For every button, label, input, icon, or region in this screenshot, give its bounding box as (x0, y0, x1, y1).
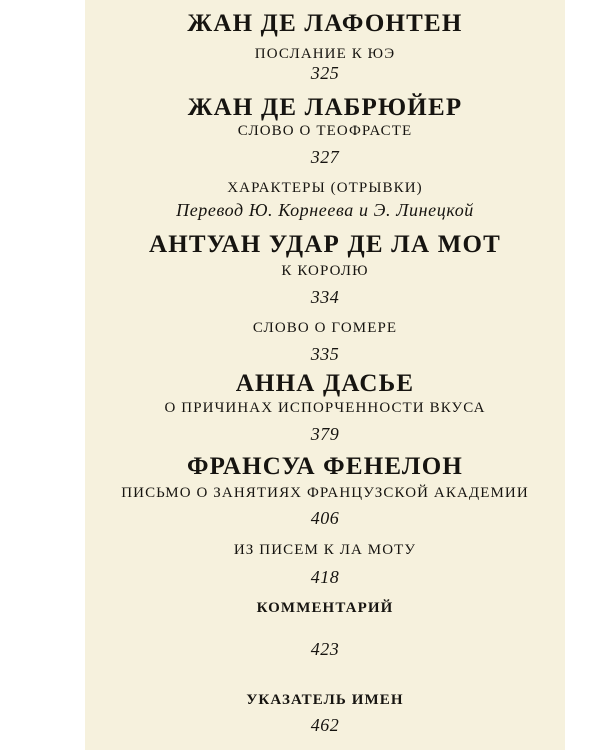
author-heading-dacier: АННА ДАСЬЕ (235, 370, 415, 397)
toc-entry-title: О ПРИЧИНАХ ИСПОРЧЕННОСТИ ВКУСА (164, 400, 486, 416)
toc-entry-page: 418 (310, 567, 340, 587)
toc-entry-page: 406 (310, 508, 340, 528)
toc-entry-title: СЛОВО О ГОМЕРЕ (252, 320, 398, 336)
book-page (85, 0, 565, 750)
toc-entry-title: СЛОВО О ТЕОФРАСТЕ (237, 123, 413, 139)
author-heading-lafontaine: ЖАН ДЕ ЛАФОНТЕН (187, 10, 463, 37)
toc-entry-page: 325 (310, 63, 340, 83)
author-heading-fenelon: ФРАНСУА ФЕНЕЛОН (186, 453, 464, 480)
toc-entry-page: 379 (310, 424, 340, 444)
toc-entry-page: 462 (310, 715, 340, 735)
author-heading-houdar: АНТУАН УДАР ДЕ ЛА МОТ (148, 231, 502, 258)
toc-entry-page: 327 (310, 147, 340, 167)
translator-credit: Перевод Ю. Корнеева и Э. Линецкой (176, 200, 474, 220)
toc-entry-title: ХАРАКТЕРЫ (ОТРЫВКИ) (227, 180, 423, 196)
author-heading-labruyere: ЖАН ДЕ ЛАБРЮЙЕР (187, 94, 463, 121)
toc-entry-title: ИЗ ПИСЕМ К ЛА МОТУ (233, 542, 417, 558)
toc-entry-title: ПОСЛАНИЕ К ЮЭ (254, 46, 396, 62)
toc-entry-page: 423 (310, 639, 340, 659)
toc-entry-name-index: УКАЗАТЕЛЬ ИМЕН (246, 692, 404, 708)
toc-entry-title: ПИСЬМО О ЗАНЯТИЯХ ФРАНЦУЗСКОЙ АКАДЕМИИ (121, 485, 529, 501)
toc-entry-title: К КОРОЛЮ (281, 263, 369, 279)
toc-entry-page: 334 (310, 287, 340, 307)
toc-entry-page: 335 (310, 344, 340, 364)
toc-entry-commentary: КОММЕНТАРИЙ (256, 600, 394, 616)
